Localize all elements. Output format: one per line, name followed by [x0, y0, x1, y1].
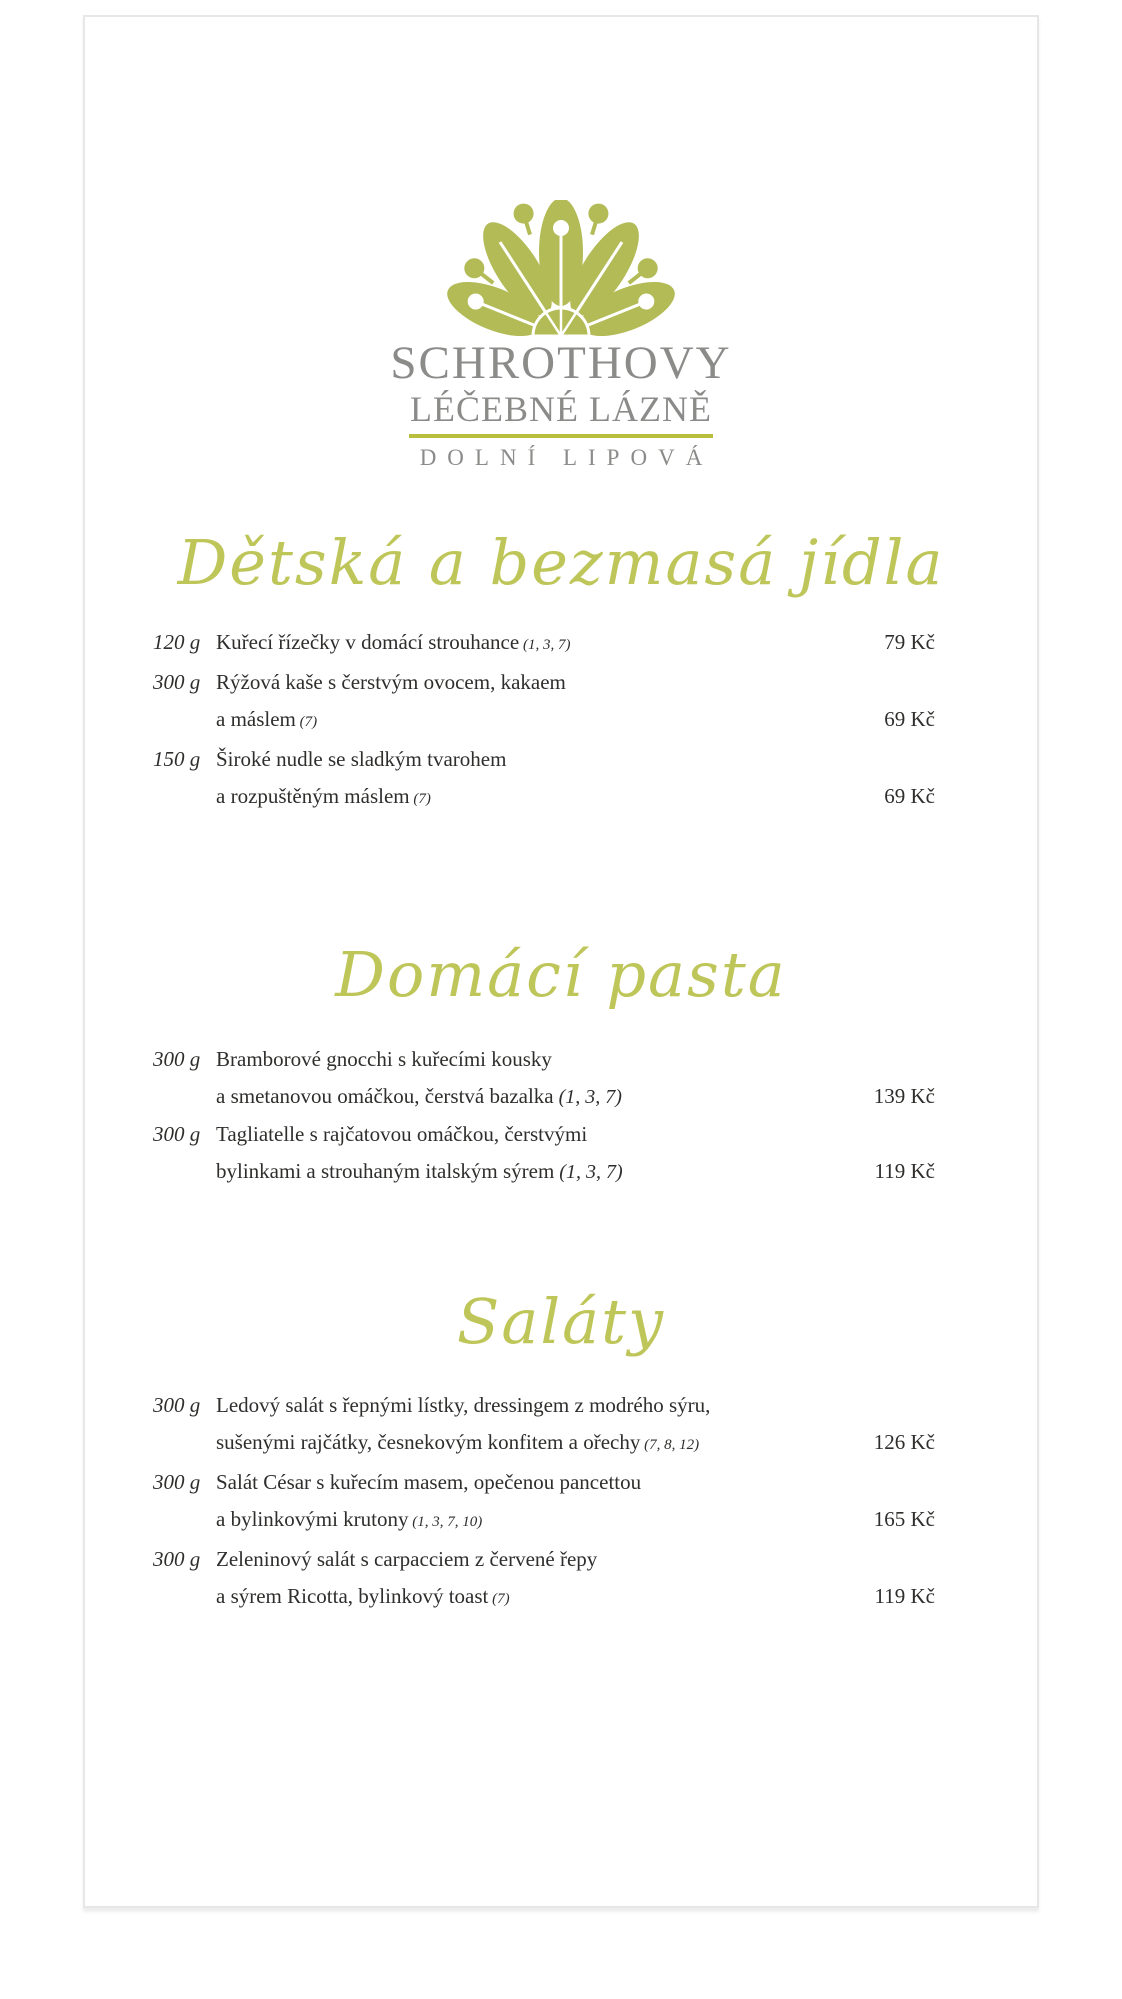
- menu-item-line: [153, 1387, 935, 1424]
- section-title: Saláty: [456, 1285, 666, 1358]
- allergen-codes: (7, 8, 12): [640, 1436, 700, 1453]
- section-items: [85, 1387, 1037, 1618]
- brand-name: SCHROTHOVY: [390, 337, 732, 389]
- dish-description: sušenými rajčátky, česnekovým konfitem a ořechy (7, 8, 12): [216, 1429, 700, 1454]
- price: 119 Kč: [874, 1583, 935, 1608]
- dish-description: Rýžová kaše s čerstvým ovocem, kakaem: [216, 669, 566, 694]
- menu-item-line: [153, 701, 935, 741]
- menu-page: [83, 15, 1039, 1908]
- menu-item-line: [153, 1041, 935, 1078]
- brand-divider: [409, 434, 713, 438]
- dish-description: Kuřecí řízečky v domácí strouhance (1, 3, 7): [216, 629, 571, 654]
- menu-item-line: [153, 1078, 935, 1116]
- menu-section: [85, 524, 1037, 818]
- dish-description: Bramborové gnocchi s kuřecími kousky: [216, 1047, 552, 1071]
- dish-description: a smetanovou omáčkou, čerstvá bazalka (1, 3, 7): [216, 1084, 622, 1108]
- dish-description: a bylinkovými krutony (1, 3, 7, 10): [216, 1506, 483, 1531]
- menu-item-line: [153, 664, 935, 701]
- price: 69 Kč: [884, 783, 935, 808]
- dish-description: a rozpuštěným máslem (7): [216, 783, 431, 808]
- menu-item-line: [153, 1116, 935, 1153]
- dish-description: Tagliatelle s rajčatovou omáčkou, čerstvými: [216, 1122, 588, 1146]
- portion-weight: 300 g: [153, 1469, 201, 1494]
- menu-section: [85, 936, 1037, 1192]
- menu-item-line: [153, 1501, 935, 1541]
- section-items: [85, 1041, 1037, 1191]
- allergen-codes: (7): [409, 790, 431, 807]
- dish-description: Salát César s kuřecím masem, opečenou pancettou: [216, 1469, 642, 1494]
- dish-description: Zeleninový salát s carpacciem z červené řepy: [216, 1546, 598, 1571]
- brand-location: DOLNÍ LIPOVÁ: [419, 445, 714, 470]
- menu-item-line: [153, 624, 935, 664]
- menu-item-line: [153, 1153, 935, 1191]
- allergen-codes: (7): [488, 1590, 510, 1607]
- dish-description: bylinkami a strouhaným italským sýrem (1, 3, 7): [216, 1159, 623, 1183]
- section-title: Domácí pasta: [335, 937, 787, 1011]
- menu-sections: [85, 524, 1037, 1618]
- dish-description: a sýrem Ricotta, bylinkový toast (7): [216, 1583, 510, 1608]
- price: 69 Kč: [884, 706, 935, 731]
- dish-description: Ledový salát s řepnými lístky, dressingem z modrého sýru,: [216, 1392, 711, 1417]
- allergen-codes: (1, 3, 7, 10): [408, 1513, 483, 1530]
- allergen-codes: (7): [295, 713, 318, 730]
- lotus-fan-flower-icon: [396, 200, 726, 338]
- portion-weight: 150 g: [153, 746, 201, 771]
- menu-item-line: [153, 1578, 935, 1618]
- portion-weight: 300 g: [153, 1047, 201, 1071]
- portion-weight: 300 g: [153, 1546, 201, 1571]
- portion-weight: 300 g: [153, 1122, 201, 1146]
- price: 79 Kč: [884, 629, 935, 654]
- dish-description: a máslem (7): [216, 706, 318, 731]
- menu-item-line: [153, 1424, 935, 1464]
- menu-section: [85, 1283, 1037, 1618]
- brand-subtitle: LÉČEBNÉ LÁZNĚ: [410, 389, 712, 429]
- price: 139 Kč: [873, 1084, 935, 1108]
- portion-weight: 300 g: [153, 669, 201, 694]
- price: 119 Kč: [874, 1159, 935, 1183]
- menu-item-line: [153, 1464, 935, 1501]
- price: 126 Kč: [873, 1429, 935, 1454]
- allergen-codes: (1, 3, 7): [553, 1086, 622, 1108]
- section-title: Dětská a bezmasá jídla: [177, 526, 945, 599]
- price: 165 Kč: [873, 1506, 935, 1531]
- portion-weight: 120 g: [153, 629, 201, 654]
- section-items: [85, 624, 1037, 818]
- portion-weight: 300 g: [153, 1392, 201, 1417]
- brand-header: [85, 200, 1037, 469]
- allergen-codes: (1, 3, 7): [554, 1161, 623, 1183]
- dish-description: Široké nudle se sladkým tvarohem: [216, 746, 507, 771]
- allergen-codes: (1, 3, 7): [519, 636, 571, 653]
- menu-item-line: [153, 778, 935, 818]
- menu-item-line: [153, 1541, 935, 1578]
- menu-item-line: [153, 741, 935, 778]
